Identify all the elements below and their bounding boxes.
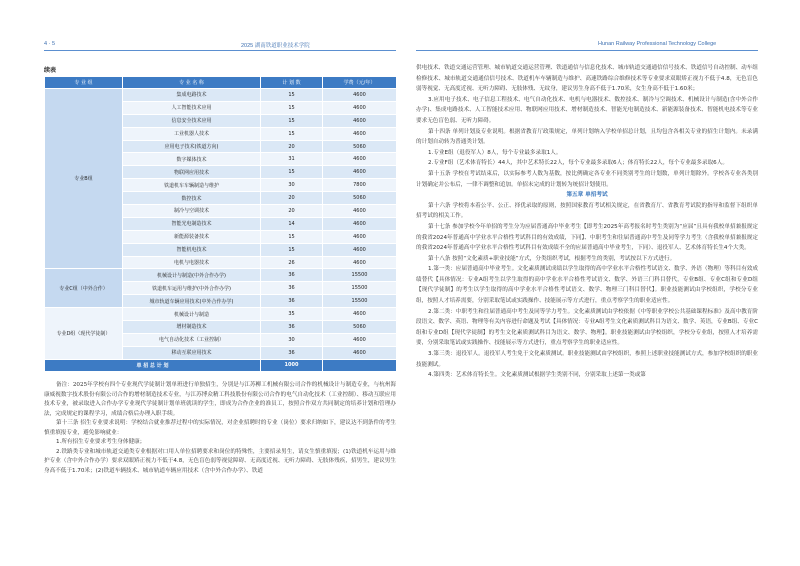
major-cell: 电机与电器技术 (123, 256, 261, 269)
tuition-cell: 4600 (323, 230, 397, 243)
plan-cell: 20 (261, 205, 323, 218)
major-cell: 机械设计与制造(中外合作办学) (123, 269, 261, 282)
major-cell: 新能源装备技术 (123, 230, 261, 243)
plan-cell: 30 (261, 179, 323, 192)
major-cell: 人工智能技术应用 (123, 101, 261, 114)
page-number: 4 · 5 (44, 41, 56, 47)
plan-cell: 15 (261, 114, 323, 127)
article-13-item-2: 2.铁路类专业和城市轨道交通类专业根据对口用人单位招聘要求和岗位的特殊性，主要招录男生，请女生慎重填报；(1)铁道机车运用与维护专业（含中外合作办学）要求双眼矫正视力不低于4.8，无色盲色弱等视觉障碍、无高度近视、无听力障碍、无肢体残疾，招男生，建议男生身高不低于1.70米；(2)铁道车辆技术、城市轨道车辆应用技术（含中外合作办学）、铁道 (44, 448, 396, 474)
plan-cell: 26 (261, 256, 323, 269)
major-cell: 电气自动化技术（工业控制） (123, 333, 261, 346)
total-empty (323, 359, 397, 371)
chapter-5-heading: 第五章 单招考试 (566, 192, 608, 199)
tuition-cell: 4600 (323, 127, 397, 140)
plan-cell: 31 (261, 153, 323, 166)
plan-cell: 36 (261, 295, 323, 308)
article-16: 第十六条 学校将本着公平、公正、择优录取的原则，按照国家教育考试相关规定，在省教育厅、省教育考试院的指导和监督下组织单招考试的相关工作。 (416, 202, 758, 220)
table-body (45, 89, 397, 360)
plan-cell: 36 (261, 321, 323, 334)
article-18-item-4: 4.第四类：艺术体育特长生。文化素质测试根据学生类别不同，分别采取上述第一类或第 (428, 372, 646, 379)
plan-cell: 20 (261, 192, 323, 205)
plan-cell: 35 (261, 308, 323, 321)
major-cell: 工业机器人技术 (123, 127, 261, 140)
article-18: 第十八条 按照“文化素质+职业技能”方式，分类组织考试，根据考生的类别，考试按以下方式进行。 (428, 255, 676, 262)
table-header-row (45, 77, 397, 89)
tuition-cell: 5060 (323, 140, 397, 153)
major-cell: 移动互联应用技术 (123, 346, 261, 359)
enrollment-plan-table (44, 76, 397, 372)
article-17: 第十七条 参加学校今年单招的考生分为应届普通高中毕业考生【即考生2025年高考报名时考生类别为“应届”且具有我校单招兼报规定的我省2024年普通高中学业水平合格性考试科目的有效成绩，下同】、中职考生和往届普通高中考生及同等学力考生（含我校单招兼报规定的我省2024年普通高中学业水平合格性考试科目有效成绩不全的应届普通高中毕业考生，下同）、退役军人、艺术体育特长生4个大类。 (416, 223, 758, 252)
col-header-group: 专 业 组 (45, 77, 123, 89)
article-18-item-2: 2.第二类：中职考生和往届普通高中考生及同等学力考生。文化素质测试由学校依据《中等职业学校公共基础课程标准》及高中教育阶段语文、数学、英语、物理等有关内容进行命题及考试【具体情况：专业A组考生文化素质测试科目为语文、数学、英语，专业B组、专业C组和专业D组【现代学徒制】的考生文化素质测试科目为语文、数学、物理】。职业技能测试由学校组织，学校分专业组，按照人才培养需要，分别采取笔试或实践操作、技能展示等方式进行，重点考察学生的职业适应性。 (416, 308, 758, 347)
article-18-item-1: 1.第一类：应届普通高中毕业考生。文化素质测试成绩以学生取得的高中学业水平合格性考试语文、数学、外语（物理）等科目有效成绩替代【具体情况：专业A组考生以学生取得的高中学业水平合格性考试语文、数学、外语三门科目替代，专业B组、专业C组和专业D组【现代学徒制】的考生以学生取得的高中学业水平合格性考试语文、数学、物理三门科目替代】。职业技能测试由学校组织，学校分专业组，按照人才培养需要，分别采取笔试或实践操作、技能展示等方式进行，重点考察学生的职业适应性。 (416, 266, 758, 305)
col-header-major: 专 业 名 称 (123, 77, 261, 89)
plan-cell: 15 (261, 230, 323, 243)
tuition-cell: 4600 (323, 217, 397, 230)
plan-cell: 15 (261, 101, 323, 114)
article-14-item-2: 2.专业F组（艺术体育特长）44人，其中艺术特长22人，每个专业最多录取6人；体育特长22人，每个专业最多录取6人。 (428, 160, 728, 167)
plan-cell: 36 (261, 346, 323, 359)
tuition-cell: 4600 (323, 346, 397, 359)
tuition-cell: 4600 (323, 308, 397, 321)
table-note: 备注：2025年学校有四个专业现代学徒制计划单班进行单独招生，分别是与江苏柳工机械有限公司合作的机械设计与制造专业，与杭州海康威视数字技术股份有限公司合作的增材制造技术专业，与江苏博众精工科技股份有限公司合作的电气自动化技术（工业控制）、移动互联应用技术专业，被录取进入合作办学专业现代学徒制计划单班就读的学生，即成为合作企业的准员工，按照合作双方共同制定的培养计划和管理办法，完成规定的课程学习，成绩合格后办理入职手续。 (44, 382, 396, 417)
table-caption: 续表 (44, 67, 57, 74)
plan-cell: 15 (261, 243, 323, 256)
tuition-cell: 5060 (323, 321, 397, 334)
group-cell: 专业C组（中外合作） (45, 269, 123, 308)
major-cell: 集成电路技术 (123, 89, 261, 102)
tuition-cell: 4600 (323, 153, 397, 166)
table-row (45, 89, 397, 102)
article-13: 第十三条 招生专业要求说明：学校结合就业推荐过程中的实际情况，对企业招聘时的专业（岗位）要求归纳如下，建议达不到条件的考生慎重填报专业，避免影响就业： (44, 420, 396, 436)
tuition-cell: 7800 (323, 179, 397, 192)
major-cell: 信息安全技术应用 (123, 114, 261, 127)
major-cell: 数控技术 (123, 192, 261, 205)
tuition-cell: 5060 (323, 192, 397, 205)
major-cell: 物联网应用技术 (123, 166, 261, 179)
school-name-cn: 2025 湖南铁道职业技术学院 (241, 43, 310, 49)
major-cell: 智能光电制造技术 (123, 217, 261, 230)
major-cell: 城市轨道车辆应用技术(中外合作办学) (123, 295, 261, 308)
plan-cell: 15 (261, 166, 323, 179)
tuition-cell: 4600 (323, 243, 397, 256)
tuition-cell: 15500 (323, 282, 397, 295)
col-header-plan: 计 划 数 (261, 77, 323, 89)
group-cell: 专业B组 (45, 89, 123, 269)
article-18-item-3: 3.第三类：退役军人。退役军人考生免于文化素质测试。职业技能测试由学校组织，参照上述职业技能测试方式，参加学校组织的职业技能测试。 (416, 351, 758, 368)
plan-cell: 15 (261, 89, 323, 102)
tuition-cell: 15500 (323, 295, 397, 308)
header-rule-left (44, 50, 396, 51)
table-row (45, 308, 397, 321)
plan-cell: 36 (261, 282, 323, 295)
tuition-cell: 4600 (323, 205, 397, 218)
article-14-item-1: 1.专业E组（退役军人）8人，每个专业最多录取1人。 (428, 149, 562, 156)
tuition-cell: 4600 (323, 114, 397, 127)
tuition-cell: 15500 (323, 269, 397, 282)
tuition-cell: 4600 (323, 256, 397, 269)
total-value: 1000 (261, 359, 323, 371)
major-cell: 铁道机车车辆制造与维护 (123, 179, 261, 192)
plan-cell: 15 (261, 127, 323, 140)
tuition-cell: 4600 (323, 101, 397, 114)
article-13-continued: 供电技术、铁道交通运营管理、城市轨道交通运营管理、铁道通信与信息化技术、城市轨道交通通信信号技术、铁道信号自动控制、动车组检修技术、城市轨道交通通信信号技术、铁道机车车辆制造与维护、高速铁路综合维修技术等专业要求双眼矫正视力不低于4.8，无色盲色弱等视觉、无高度近视、无听力障碍、无肢体残、无纹身，建议男生身高不低于1.70米，女生身高不低于1.60米； (416, 65, 758, 93)
plan-cell: 30 (261, 333, 323, 346)
article-13-item-3: 3.应用电子技术、电子信息工程技术、电气自动化技术、电机与电器技术、数控技术、制冷与空调技术、机械设计与制造(含中外合作办学)、集成电路技术、人工智能技术应用、物联网应用技术、增材制造技术、智能光电制造技术、新能源装备技术、智能机电技术等专业要求无色盲色弱、无听力障碍。 (416, 96, 758, 124)
tuition-cell: 4600 (323, 89, 397, 102)
table-total-row (45, 359, 397, 371)
plan-cell: 20 (261, 140, 323, 153)
school-name-en: Hunan Railway Professional Technology College (598, 41, 717, 47)
major-cell: 制冷与空调技术 (123, 205, 261, 218)
article-15: 第十五条 学校在考试结束后，以实际参考人数为基数，按比例确定各专业不同类别考生的计划数，单列计划除外。学校各专业各类别计划确定并公布后，一律不调整和追加。单招未完成的计划转为统招计划使用。 (416, 170, 758, 188)
article-13-item-1: 1.所有招生专业要求考生身体健康； (56, 439, 146, 445)
tuition-cell: 4600 (323, 333, 397, 346)
major-cell: 铁道机车运用与维护(中外合作办学) (123, 282, 261, 295)
total-label: 单 招 总 计 划 (45, 359, 261, 371)
group-cell: 专业D组（现代学徒制） (45, 308, 123, 360)
major-cell: 机械设计与制造 (123, 308, 261, 321)
article-14: 第十四条 单列计划及专业说明。根据省教育厅政策规定，单列计划纳入学校单招总计划，且均包含各相关专业的招生计划内。未录满的计划自动转为普通类计划。 (416, 128, 758, 146)
tuition-cell: 4600 (323, 166, 397, 179)
plan-cell: 14 (261, 217, 323, 230)
col-header-tuition: 学费（元/年） (323, 77, 397, 89)
major-cell: 增材制造技术 (123, 321, 261, 334)
right-text-column (416, 63, 758, 381)
left-text-column (44, 381, 396, 476)
header-rule-right (416, 50, 758, 51)
major-cell: 应用电子技术(铁道方向) (123, 140, 261, 153)
major-cell: 数字媒体技术 (123, 153, 261, 166)
major-cell: 智能机电技术 (123, 243, 261, 256)
plan-cell: 36 (261, 269, 323, 282)
table-row (45, 269, 397, 282)
